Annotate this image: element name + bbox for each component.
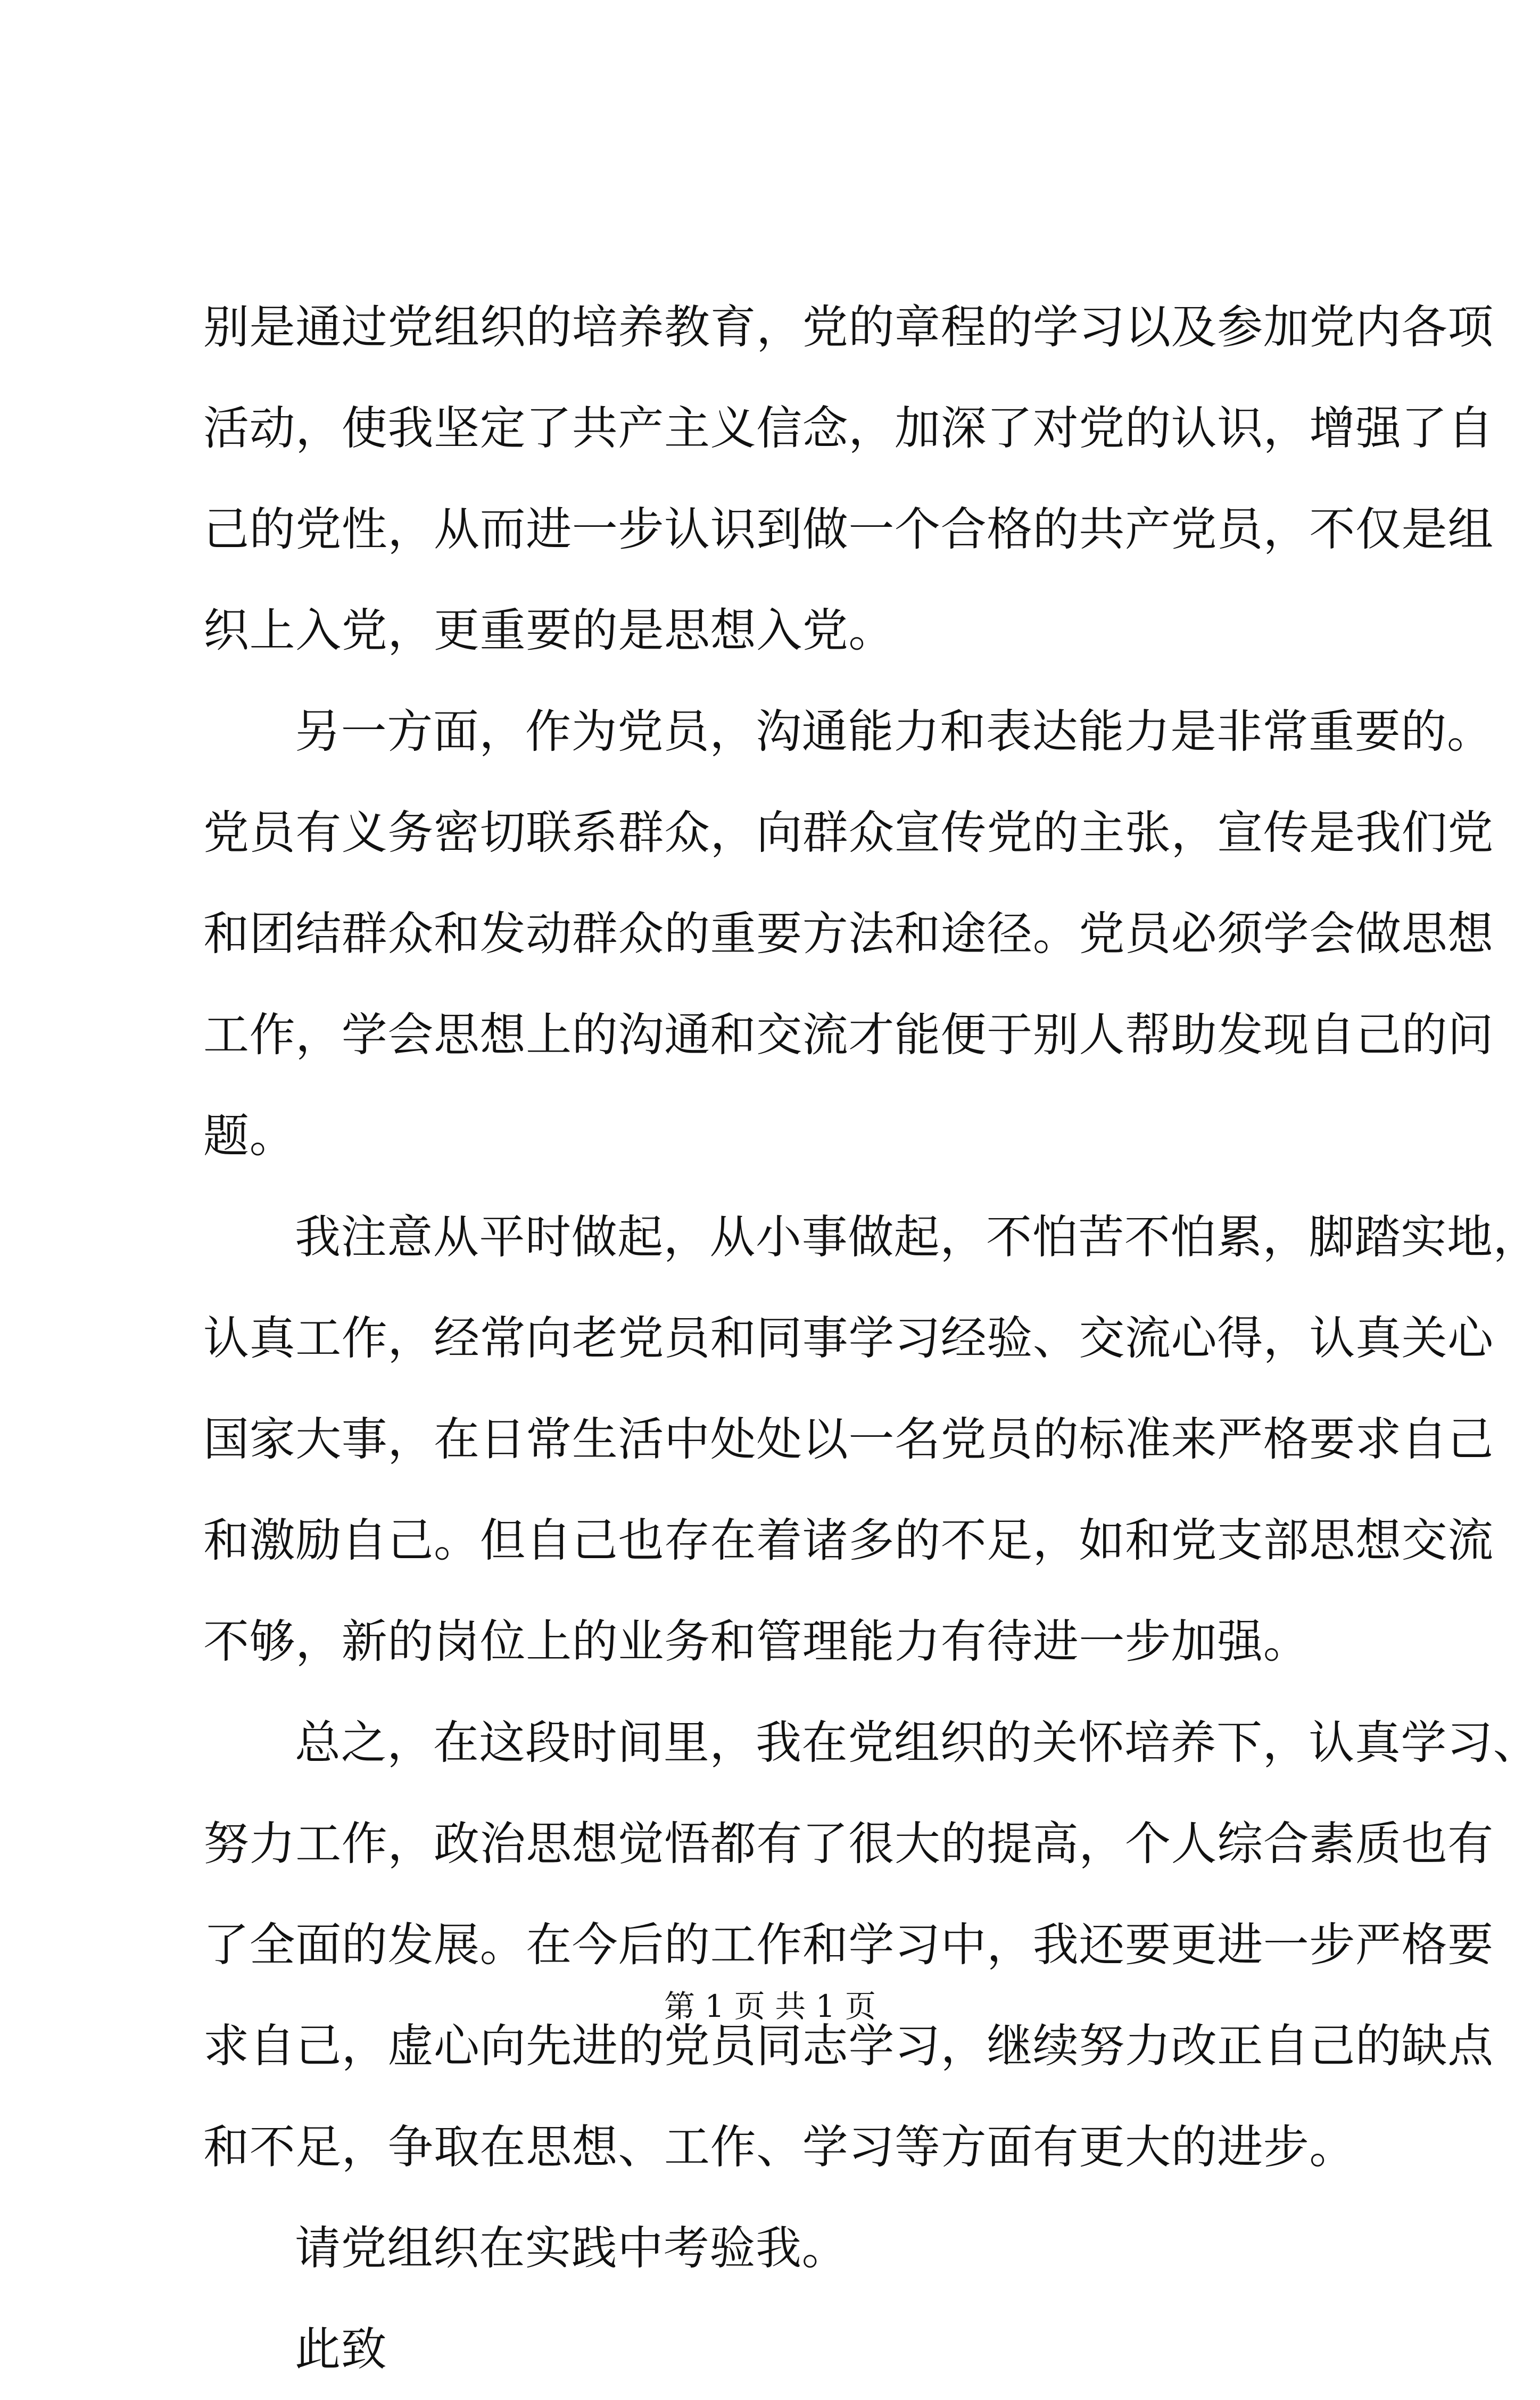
paragraph-first-line: 总之，在这段时间里，我在党组织的关怀培养下，认真学习、 — [295, 1716, 1539, 1769]
paragraph-first-line: 请党组织在实践中考验我。 — [295, 2222, 848, 2275]
text-line: 不够，新的岗位上的业务和管理能力有待进一步加强。 — [203, 1615, 1310, 1668]
text-line: 认真工作，经常向老党员和同事学习经验、交流心得，认真关心 — [203, 1312, 1494, 1365]
paragraph-first-line: 另一方面，作为党员，沟通能力和表达能力是非常重要的。 — [295, 705, 1493, 758]
page-footer: 第 1 页 共 1 页 — [664, 1988, 876, 2024]
text-line: 国家大事，在日常生活中处处以一名党员的标准来严格要求自己 — [203, 1413, 1494, 1466]
text-line: 和激励自己。但自己也存在着诸多的不足，如和党支部思想交流 — [203, 1514, 1494, 1567]
text-line: 和团结群众和发动群众的重要方法和途径。党员必须学会做思想 — [203, 907, 1494, 961]
text-line: 求自己，虚心向先进的党员同志学习，继续努力改正自己的缺点 — [203, 2020, 1494, 2073]
text-line: 己的党性，从而进一步认识到做一个合格的共产党员，不仅是组 — [203, 503, 1494, 556]
document-body — [203, 277, 1539, 2400]
text-line: 了全面的发展。在今后的工作和学习中，我还要更进一步严格要 — [203, 1918, 1494, 1972]
text-line: 织上入党，更重要的是思想入党。 — [203, 604, 895, 657]
text-line: 题。 — [203, 1110, 296, 1163]
text-line: 别是通过党组织的培养教育，党的章程的学习以及参加党内各项 — [203, 301, 1494, 354]
text-line: 工作，学会思想上的沟通和交流才能便于别人帮助发现自己的问 — [203, 1008, 1494, 1062]
text-line: 活动，使我坚定了共产主义信念，加深了对党的认识，增强了自 — [203, 402, 1494, 455]
paragraph-first-line: 我注意从平时做起，从小事做起，不怕苦不怕累，脚踏实地， — [295, 1211, 1539, 1264]
text-line: 努力工作，政治思想觉悟都有了很大的提高，个人综合素质也有 — [203, 1817, 1494, 1871]
text-line: 和不足，争取在思想、工作、学习等方面有更大的进步。 — [203, 2121, 1355, 2174]
paragraph-first-line: 此致 — [295, 2323, 387, 2376]
text-line: 党员有义务密切联系群众，向群众宣传党的主张，宣传是我们党 — [203, 806, 1494, 859]
